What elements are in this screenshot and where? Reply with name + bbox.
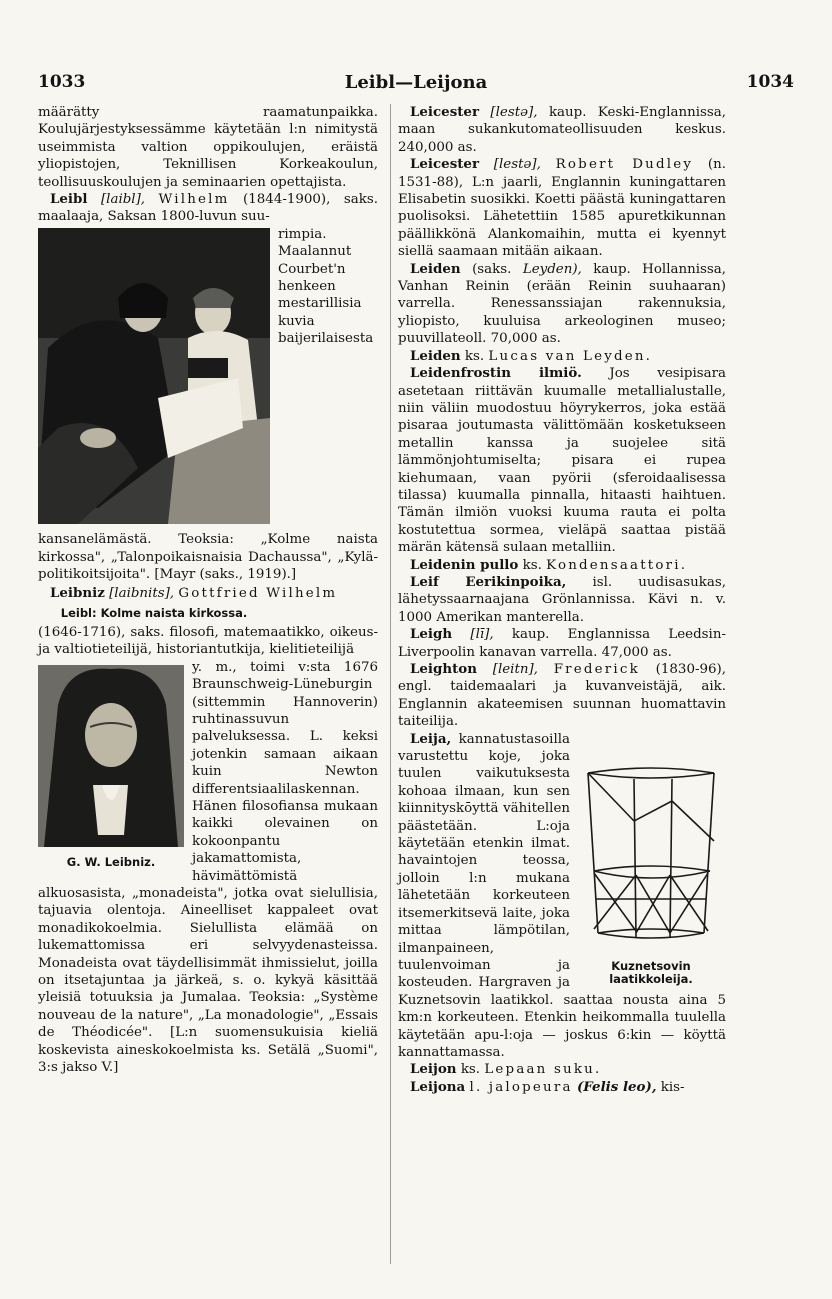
entry-leibl xyxy=(38,191,378,226)
caption-leibl: Leibl: Kolme naista kirkossa. xyxy=(60,605,248,620)
running-title: Leibl—Leijona xyxy=(344,72,488,93)
entry-leiden: Leiden (saks. Leyden), kaup. Hollannissa, Vanhan Reinin (erään Reinin suuhaaran) varrella. Renessanssiajan rakennuksia, yliopisto, kuuluisa arkeologinen museo; puuvillateoll. 70,000 as. xyxy=(398,260,726,347)
right-column xyxy=(398,104,726,1096)
person-name: Gottfried Wilhelm xyxy=(178,586,338,602)
pronunciation: [laibnits], xyxy=(109,586,175,602)
figure-leibniz xyxy=(38,665,184,869)
painting-leibl-image xyxy=(38,228,270,524)
page-header xyxy=(38,72,794,102)
entry-continuation: määrätty raamatunpaikka. Koulujärjestyksessämme käytetään l:n nimitystä useimmista valtion oppikoulujen, eräistä yliopistojen, Teknillisen Korkeakoulun, teollisuuskoulujen ja seminaarien opettajista. xyxy=(38,105,378,190)
entry-leijona: Leijona l. jalopeura (Felis leo), kis- xyxy=(410,1078,685,1095)
column-rule xyxy=(390,104,391,1264)
page-number-right: 1034 xyxy=(746,72,794,92)
left-column xyxy=(38,104,378,1076)
entry-leidenin-pullo: Leidenin pullo ks. Kondensaattori. xyxy=(410,556,688,573)
entry-leighton: Leighton [leitn], Frederick (1830-96), engl. taidemaalari ja kuvanveistäjä, aik. Englannin akateemisen suunnan huomattavin taiteilija. xyxy=(398,661,727,730)
entry-leibniz-text-b: y. m., toimi v:sta 1676 Braunschweig-Lüneburgin (sittemmin Hannoverin) ruhtinassuvun palveluksessa. L. keksi jotenkin samaan aikaan kuin Newton differentsiaalilaskennan. Hänen filosofiansa mukaan kaikki olevainen on kokoonpantu jakamattomista, hävimättömistä alkuosasista, „monadeista", jotka ovat sielullisia, tajuavia olentoja. Aineelliset kappaleet ovat monadikokoelmia. Sielullista elämää on lukemattomissa eri selvyydenasteissa. Monadeista ovat täydellisimmät ihmissielut, joilla on itsetajuntaa ja järkeä, s. o. kykyä käsittää yleisiä totuuksia ja Jumalaa. Teoksia: „Système nouveau de la nature", „La monadologie", „Essais de Théodicée". [L:n suomensukuisia kieliä koskevista aineskokoelmista ks. Setälä „Suomi", 3:s jakso V.] xyxy=(38,659,378,1076)
headword-leibniz: Leibniz xyxy=(50,585,105,602)
person-name: Wilhelm xyxy=(158,192,230,208)
entry-leibniz-text-a: (1646-1716), saks. filosofi, matemaatikko, oikeus- ja valtiotieteilijä, historiantutkija, kielitieteilijä xyxy=(38,624,378,658)
entry-leidenfrost: Leidenfrostin ilmiö. Jos vesipisara asetetaan riittävän kuumalle metallialustalle, niin väliin muodostuu höyrykerros, joka estää pisaraa joutumasta välittömään kosketukseen metallin kanssa ja suojelee sitä lämmönjohtumiselta; pisara ei rupea kiehumaan, vaan pyörii (sferoidaalisessa tilassa) kuumalla pinnalla, hitaasti haihtuen. Tämän ilmiön vuoksi kuuma rauta ei polta kostutettua sormea, vieläpä saattaa pistää märän kätensä sulaan metalliin. xyxy=(398,365,726,556)
headword-leibl: Leibl xyxy=(50,191,88,208)
page-number-left: 1033 xyxy=(38,72,86,92)
figure-kite xyxy=(576,761,726,986)
caption-kite: Kuznetsovin laatikkoleija. xyxy=(609,959,693,987)
entry-leicester-person: Leicester [lestə], Robert Dudley (n. 1531-88), L:n jaarli, Englannin kuningattaren Elisabetin suosikki. Koetti päästä kuningattaren puolisoksi. Lähetettiin 1585 apuretkikunnan päällikkönä Alankomaihin, mutta ei kyennyt siellä saamaan mitään aikaan. xyxy=(398,156,726,260)
entry-leicester-city: Leicester [lestə], kaup. Keski-Englannissa, maan sukankutomateollisuuden keskus. 240,000 as. xyxy=(398,104,727,155)
caption-leibniz: G. W. Leibniz. xyxy=(66,855,156,870)
figure-leibl xyxy=(38,228,270,529)
entry-leijon: Leijon ks. Lepaan suku. xyxy=(410,1061,602,1078)
entry-leigh: Leigh [lī], kaup. Englannissa Leedsin-Liverpoolin kanavan varrella. 47,000 as. xyxy=(398,626,726,660)
entry-leibniz xyxy=(38,585,378,602)
entry-text-start: (1844-1900), saks. maalaaja, Saksan 1800-luvun suu- xyxy=(38,192,378,225)
portrait-leibniz-image xyxy=(38,665,184,847)
entry-leiden-ref: Leiden ks. Lucas van Leyden. xyxy=(410,347,653,364)
pronunciation: [laibl], xyxy=(100,192,146,208)
entry-leif: Leif Eerikinpoika, isl. uudisasukas, lähetyssaarnaajana Grönlannissa. Kävi n. v. 1000 Amerikan manterella. xyxy=(398,573,726,625)
box-kite-image xyxy=(576,761,726,951)
entry-leija: Leija, kannatustasoilla varustettu koje, joka tuulen vaikutuksesta kohoaa ilmaan, kun sen kiinnityskōyttä vähitellen päästetään. L:oja käytetään etenkin ilmat. havaintojen teossa, jolloin l:n mukana lähetetään korkeuteen itsemerkitsevä laite, joka mittaa lämpötilan, ilmanpaineen, tuulenvoiman ja kosteuden. Hargraven ja Kuznetsovin laatikkol. saattaa nousta aina 5 km:n korkeuteen. Etenkin heikommalla tuulella käytetään apu-l:oja — joskus 6:kin — köyttä kannattamassa. xyxy=(398,730,726,1060)
entry-text-wrap: rimpia. Maalannut Courbet'n henkeen mestarillisia kuvia baijerilaisesta kansanelämästä. Teoksia: „Kolme naista kirkossa", „Talonpoikaisnaisia Dachaussa", „Kylä-politikoitsijoita". [Mayr (saks., 1919).] xyxy=(38,226,378,583)
